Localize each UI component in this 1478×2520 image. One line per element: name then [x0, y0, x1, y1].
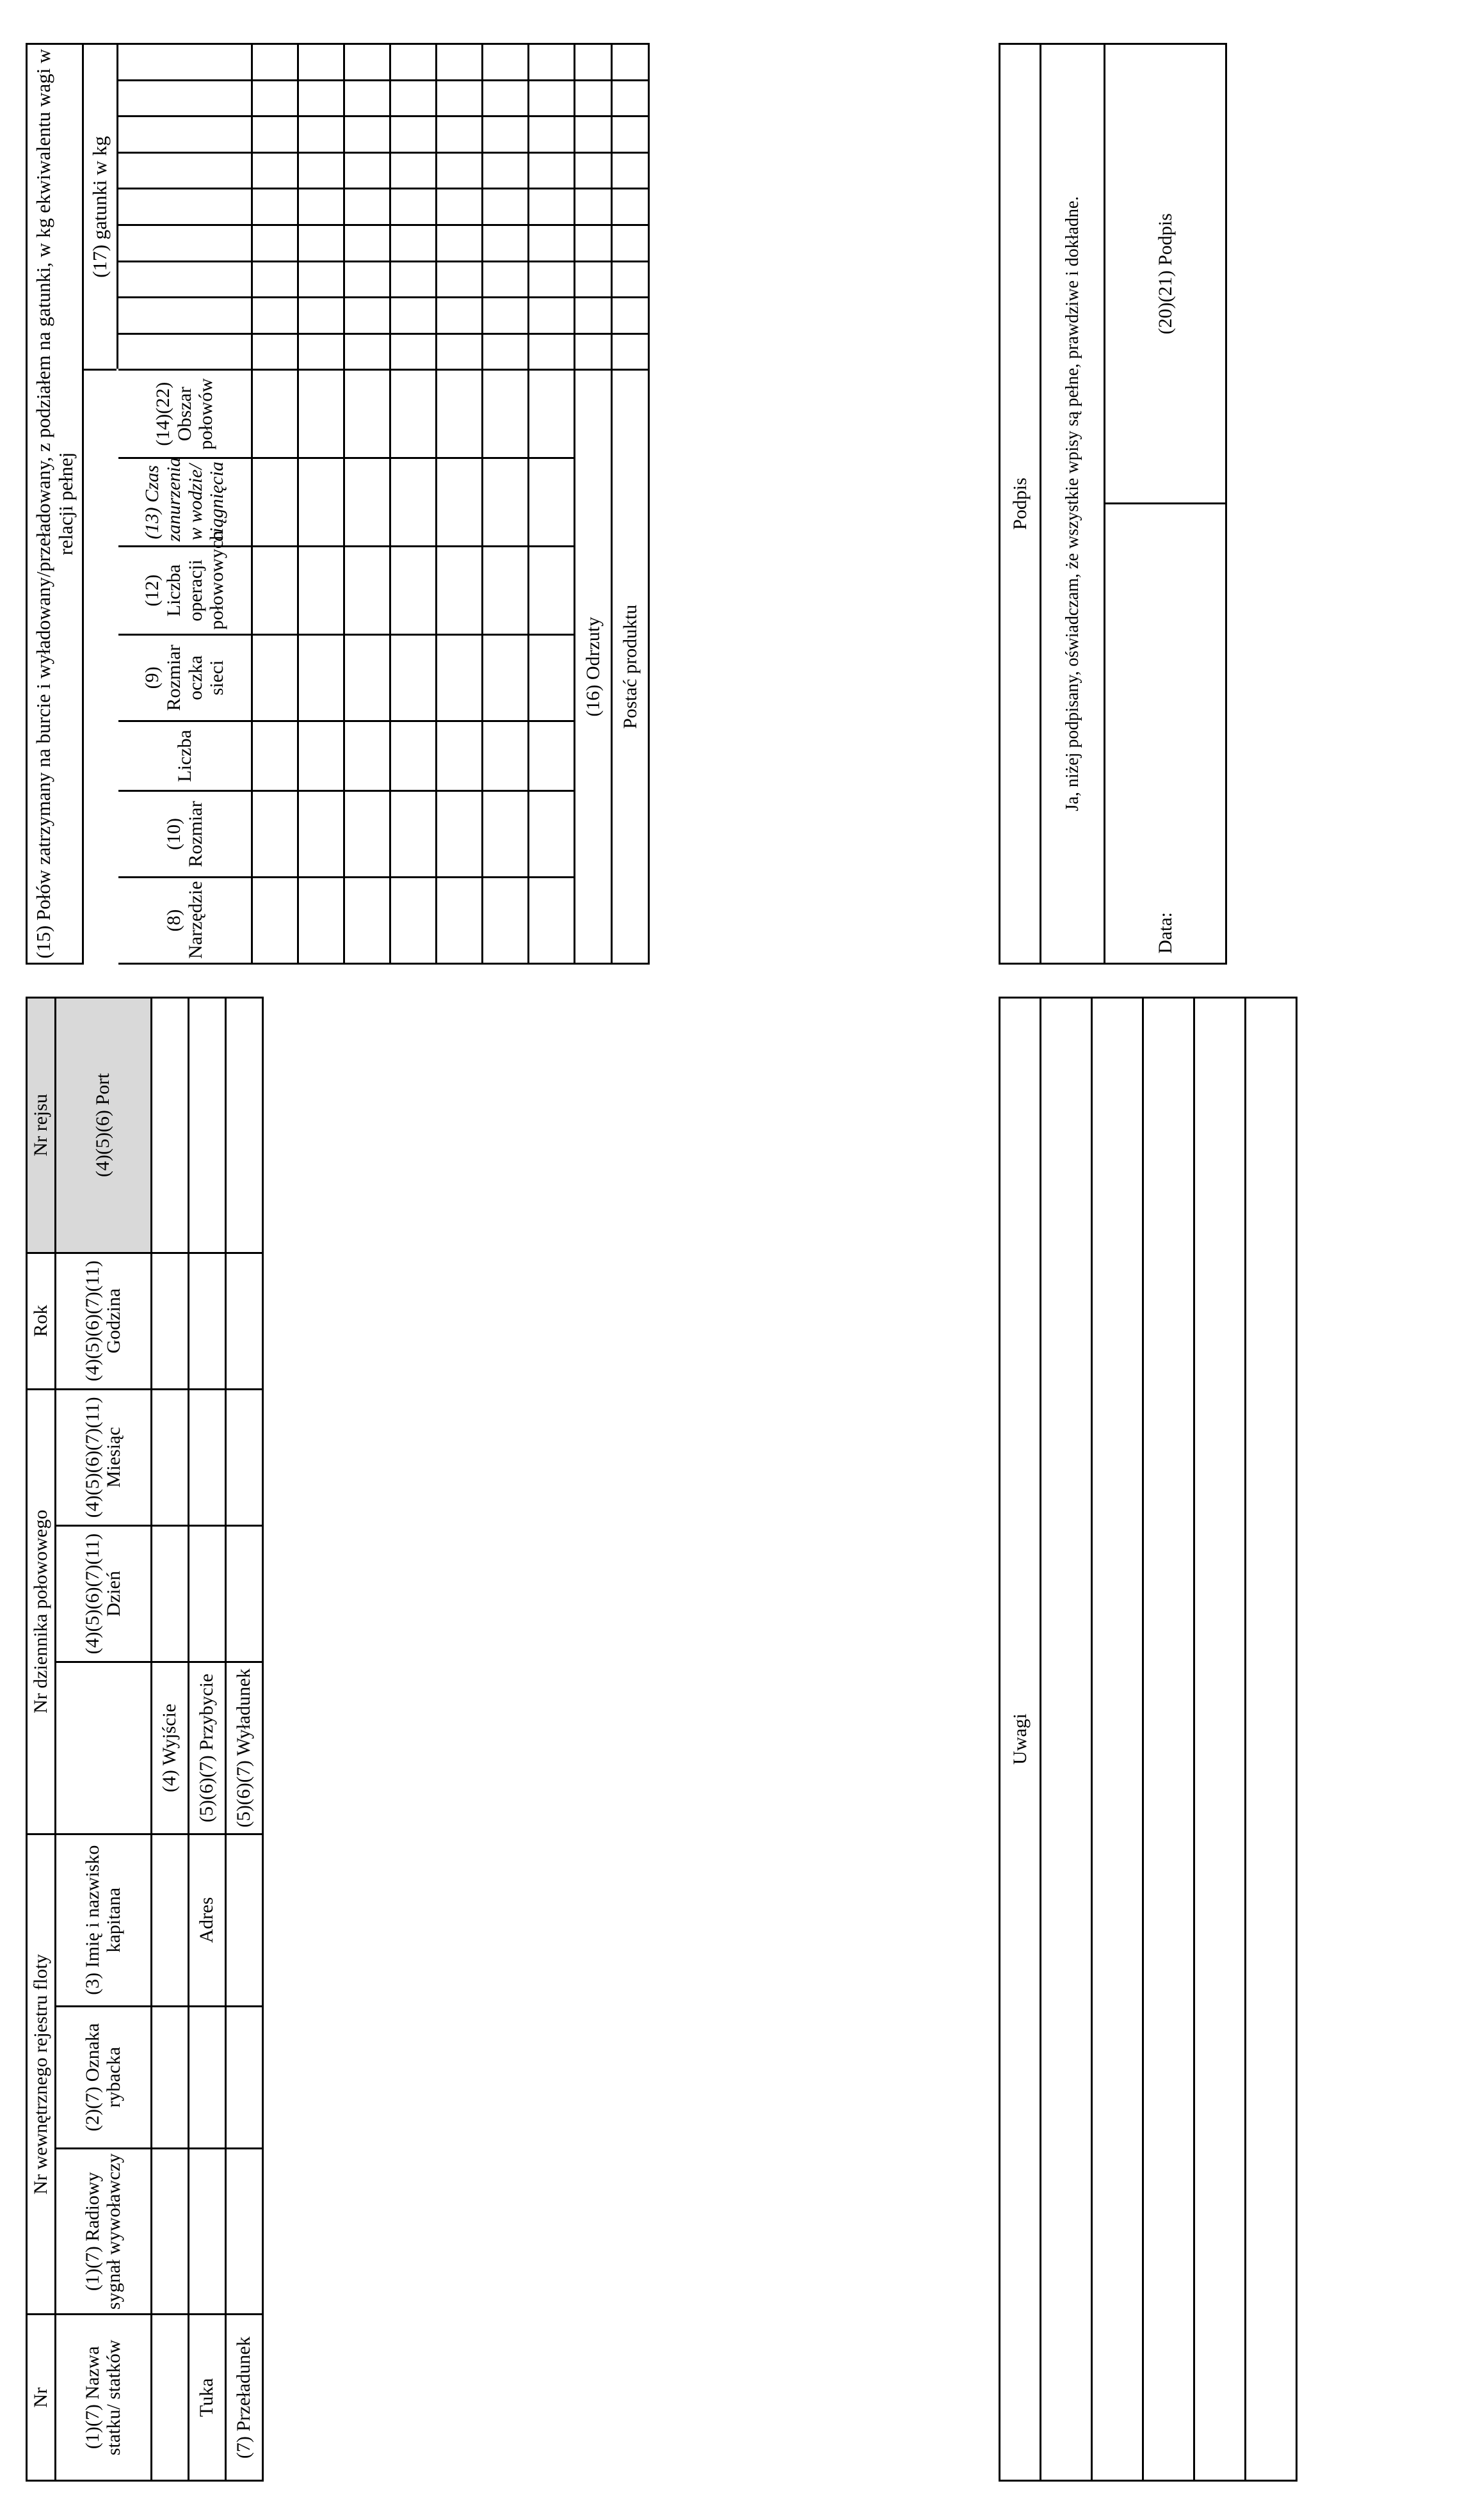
- catch-cell-species[interactable]: [483, 80, 529, 116]
- cell-departure-month[interactable]: [151, 1389, 188, 1525]
- cell-transhipment-value-2[interactable]: [225, 2006, 262, 2148]
- cell-radio-call-sign-value[interactable]: [151, 2149, 188, 2315]
- cell-transhipment-value-3[interactable]: [225, 1834, 262, 2006]
- catch-cell-species[interactable]: [344, 333, 390, 370]
- catch-cell-fixed[interactable]: [437, 634, 483, 721]
- catch-cell-fixed[interactable]: [437, 458, 483, 547]
- col-size: (10) Rozmiar: [118, 791, 252, 878]
- catch-cell-species[interactable]: [298, 298, 344, 334]
- table-row-remarks-header: [1000, 998, 1041, 2481]
- table-row-arrival: [188, 998, 225, 2481]
- label-tuka: Tuka: [188, 2315, 225, 2481]
- discards-5[interactable]: [575, 189, 612, 225]
- catch-cell-fixed[interactable]: [390, 791, 437, 878]
- cell-landing-month[interactable]: [225, 1389, 262, 1525]
- catch-cell-species[interactable]: [344, 225, 390, 262]
- table-row-declaration: [1041, 44, 1105, 964]
- catch-cell-species[interactable]: [437, 298, 483, 334]
- col-fishing-mark: (2)(7) Oznaka rybacka: [55, 2006, 151, 2148]
- signature-table: [999, 43, 1227, 965]
- catch-cell-fixed[interactable]: [390, 721, 437, 791]
- catch-cell-fixed[interactable]: [483, 370, 529, 458]
- label-landing: (5)(6)(7) Wyładunek: [225, 1662, 262, 1834]
- catch-cell-fixed[interactable]: [529, 547, 575, 635]
- discards-9[interactable]: [575, 44, 612, 81]
- catch-cell-fixed[interactable]: [252, 547, 298, 635]
- catch-cell-species[interactable]: [298, 189, 344, 225]
- catch-cell-fixed[interactable]: [437, 791, 483, 878]
- header-fleet-register: Nr wewnętrznego rejestru floty: [27, 1834, 56, 2315]
- catch-cell-species[interactable]: [483, 261, 529, 298]
- signature-header: Podpis: [1000, 44, 1041, 964]
- col-captain-name: (3) Imię i nazwisko kapitana: [55, 1834, 151, 2006]
- catch-cell-fixed[interactable]: [529, 791, 575, 878]
- catch-cell-fixed[interactable]: [390, 370, 437, 458]
- catch-cell-species[interactable]: [344, 44, 390, 81]
- cell-arrival-port[interactable]: [188, 998, 225, 1253]
- catch-cell-species[interactable]: [437, 333, 483, 370]
- product-form-3[interactable]: [612, 261, 649, 298]
- catch-cell-species[interactable]: [344, 189, 390, 225]
- col-vessel-name: (1)(7) Nazwa statku/ statków: [55, 2315, 151, 2481]
- table-row-discards: [575, 44, 612, 964]
- cell-landing-port[interactable]: [225, 998, 262, 1253]
- catch-cell-species[interactable]: [252, 261, 298, 298]
- catch-cell-fixed[interactable]: [298, 721, 344, 791]
- catch-cell-species[interactable]: [252, 225, 298, 262]
- catch-cell-species[interactable]: [437, 189, 483, 225]
- catch-cell-species[interactable]: [252, 116, 298, 153]
- product-form-2[interactable]: [612, 298, 649, 334]
- cell-tuka-value-2[interactable]: [188, 2006, 225, 2148]
- catch-cell-species[interactable]: [483, 298, 529, 334]
- cell-departure-day[interactable]: [151, 1525, 188, 1662]
- catch-cell-fixed[interactable]: [437, 547, 483, 635]
- cell-departure-hour[interactable]: [151, 1253, 188, 1389]
- catch-cell-species[interactable]: [390, 333, 437, 370]
- col-number: Liczba: [118, 721, 252, 791]
- catch-cell-fixed[interactable]: [252, 878, 298, 964]
- catch-cell-species[interactable]: [529, 116, 575, 153]
- catch-cell-fixed[interactable]: [252, 634, 298, 721]
- species-col-4[interactable]: [118, 225, 252, 262]
- catch-cell-species[interactable]: [298, 261, 344, 298]
- catch-cell-species[interactable]: [344, 80, 390, 116]
- catch-table: [26, 43, 650, 965]
- product-form-8[interactable]: [612, 80, 649, 116]
- catch-cell-fixed[interactable]: [298, 458, 344, 547]
- table-row-column-headers: [55, 998, 151, 2481]
- table-row-remarks-line-5: [1246, 998, 1297, 2481]
- catch-cell-species[interactable]: [344, 298, 390, 334]
- catch-cell-species[interactable]: [344, 116, 390, 153]
- species-col-5[interactable]: [118, 189, 252, 225]
- table-row: [390, 44, 437, 964]
- table-row: [344, 44, 390, 964]
- catch-cell-species[interactable]: [390, 152, 437, 189]
- catch-cell-species[interactable]: [298, 152, 344, 189]
- table-row: [252, 44, 298, 964]
- discards-8[interactable]: [575, 80, 612, 116]
- catch-cell-fixed[interactable]: [529, 878, 575, 964]
- catch-cell-species[interactable]: [437, 152, 483, 189]
- catch-cell-fixed[interactable]: [344, 458, 390, 547]
- table-row: [529, 44, 575, 964]
- catch-cell-fixed[interactable]: [252, 791, 298, 878]
- species-header: (17) gatunki w kg: [83, 44, 118, 370]
- table-row-remarks-line-3: [1143, 998, 1194, 2481]
- vessel-header-block: [26, 997, 264, 2482]
- product-form-6[interactable]: [612, 152, 649, 189]
- table-row-product-form: [612, 44, 649, 964]
- col-event-label-blank: [55, 1662, 151, 1834]
- remarks-table: [999, 997, 1297, 2482]
- catch-cell-species[interactable]: [529, 225, 575, 262]
- col-fishing-area: (14)(22) Obszar połowów: [118, 370, 252, 458]
- catch-cell-species[interactable]: [344, 261, 390, 298]
- catch-cell-fixed[interactable]: [252, 721, 298, 791]
- label-departure: (4) Wyjście: [151, 1662, 188, 1834]
- catch-cell-fixed[interactable]: [298, 370, 344, 458]
- catch-cell-fixed[interactable]: [437, 370, 483, 458]
- catch-cell-fixed[interactable]: [529, 721, 575, 791]
- header-year: Rok: [27, 1253, 56, 1389]
- catch-title: (15) Połów zatrzymany na burcie i wyładowany/przeładowany, z podziałem na gatunki, w kg ekwiwalentu wagi w relacji pełnej: [27, 44, 83, 964]
- catch-cell-species[interactable]: [390, 80, 437, 116]
- signature-block: [999, 43, 1227, 965]
- product-form-9[interactable]: [612, 44, 649, 81]
- table-row-remarks-line-4: [1194, 998, 1246, 2481]
- catch-cell-species[interactable]: [437, 261, 483, 298]
- catch-cell-fixed[interactable]: [483, 547, 529, 635]
- catch-cell-fixed[interactable]: [483, 878, 529, 964]
- catch-cell-species[interactable]: [529, 333, 575, 370]
- catch-cell-species[interactable]: [529, 44, 575, 81]
- cell-landing-hour[interactable]: [225, 1253, 262, 1389]
- catch-cell-species[interactable]: [390, 44, 437, 81]
- remarks-block: [999, 997, 1297, 2482]
- col-port: (4)(5)(6) Port: [55, 998, 151, 1253]
- catch-cell-species[interactable]: [483, 116, 529, 153]
- table-row-signature-header: [1000, 44, 1041, 964]
- catch-cell-fixed[interactable]: [344, 791, 390, 878]
- catch-cell-species[interactable]: [252, 152, 298, 189]
- product-form-4[interactable]: [612, 225, 649, 262]
- catch-cell-species[interactable]: [298, 116, 344, 153]
- label-product-form: Postać produktu: [612, 370, 649, 964]
- discards-3[interactable]: [575, 261, 612, 298]
- catch-cell-species[interactable]: [298, 44, 344, 81]
- species-col-3[interactable]: [118, 261, 252, 298]
- catch-cell-fixed[interactable]: [483, 634, 529, 721]
- catch-cell-species[interactable]: [437, 225, 483, 262]
- table-row-catch-columns: [118, 44, 252, 964]
- species-col-2[interactable]: [118, 298, 252, 334]
- label-discards: (16) Odrzuty: [575, 370, 612, 964]
- catch-cell-fixed[interactable]: [483, 791, 529, 878]
- catch-cell-species[interactable]: [390, 261, 437, 298]
- remarks-line-2[interactable]: [1092, 998, 1143, 2481]
- catch-cell-species[interactable]: [252, 333, 298, 370]
- header-nr: Nr: [27, 2315, 56, 2481]
- catch-cell-fixed[interactable]: [390, 878, 437, 964]
- catch-cell-fixed[interactable]: [390, 634, 437, 721]
- cell-arrival-day[interactable]: [188, 1525, 225, 1662]
- table-row-departure: [151, 998, 188, 2481]
- catch-cell-species[interactable]: [390, 225, 437, 262]
- col-gear: (8) Narzędzie: [118, 878, 252, 964]
- remarks-line-5[interactable]: [1246, 998, 1297, 2481]
- species-col-9[interactable]: [118, 44, 252, 81]
- table-row-landing: [225, 998, 262, 2481]
- col-soak-time: (13) Czas zanurzenia w wodzie/ ciągnięcia: [118, 458, 252, 547]
- catch-cell-fixed[interactable]: [252, 458, 298, 547]
- catch-cell-species[interactable]: [437, 80, 483, 116]
- cell-vessel-name-value[interactable]: [151, 2315, 188, 2481]
- table-row: [437, 44, 483, 964]
- table-row-group-headers: [27, 998, 56, 2481]
- catch-cell-species[interactable]: [390, 116, 437, 153]
- catch-cell-fixed[interactable]: [298, 634, 344, 721]
- catch-cell-species[interactable]: [252, 189, 298, 225]
- catch-cell-fixed[interactable]: [390, 547, 437, 635]
- catch-cell-species[interactable]: [390, 189, 437, 225]
- catch-data-rows: [252, 44, 575, 964]
- catch-cell-fixed[interactable]: [344, 878, 390, 964]
- species-col-6[interactable]: [118, 152, 252, 189]
- label-transhipment: (7) Przeładunek: [225, 2315, 262, 2481]
- catch-cell-species[interactable]: [344, 152, 390, 189]
- col-radio-call-sign: (1)(7) Radiowy sygnał wywoławczy: [55, 2149, 151, 2315]
- table-row-remarks-line-1: [1041, 998, 1092, 2481]
- col-operations-count: (12) Liczba operacji połowowych: [118, 547, 252, 635]
- catch-cell-species[interactable]: [252, 44, 298, 81]
- species-col-7[interactable]: [118, 116, 252, 153]
- cell-transhipment-value-1[interactable]: [225, 2149, 262, 2315]
- signature-label[interactable]: (20)(21) Podpis: [1105, 44, 1226, 504]
- product-form-7[interactable]: [612, 116, 649, 153]
- cell-departure-port[interactable]: [151, 998, 188, 1253]
- table-row: [298, 44, 344, 964]
- discards-1[interactable]: [575, 333, 612, 370]
- catch-cell-fixed[interactable]: [437, 878, 483, 964]
- header-logbook-number: Nr dziennika połowowego: [27, 1389, 56, 1834]
- catch-cell-species[interactable]: [483, 44, 529, 81]
- col-day: (4)(5)(6)(7)(11) Dzień: [55, 1525, 151, 1662]
- catch-cell-fixed[interactable]: [529, 458, 575, 547]
- catch-cell-species[interactable]: [483, 152, 529, 189]
- cell-arrival-month[interactable]: [188, 1389, 225, 1525]
- catch-cell-fixed[interactable]: [344, 721, 390, 791]
- catch-cell-species[interactable]: [252, 298, 298, 334]
- cell-arrival-hour[interactable]: [188, 1253, 225, 1389]
- cell-fishing-mark-value[interactable]: [151, 2006, 188, 2148]
- catch-cell-fixed[interactable]: [298, 878, 344, 964]
- species-col-8[interactable]: [118, 80, 252, 116]
- catch-cell-species[interactable]: [529, 152, 575, 189]
- table-row: [483, 44, 529, 964]
- discards-4[interactable]: [575, 225, 612, 262]
- discards-2[interactable]: [575, 298, 612, 334]
- catch-cell-fixed[interactable]: [344, 370, 390, 458]
- catch-cell-fixed[interactable]: [344, 634, 390, 721]
- col-month: (4)(5)(6)(7)(11) Miesiąc: [55, 1389, 151, 1525]
- signature-declaration: Ja, niżej podpisany, oświadczam, że wszystkie wpisy są pełne, prawdziwe i dokładne.: [1041, 44, 1105, 964]
- col-hour: (4)(5)(6)(7)(11) Godzina: [55, 1253, 151, 1389]
- table-row-signature-fields: [1105, 44, 1226, 964]
- catch-cell-species[interactable]: [390, 298, 437, 334]
- cell-captain-name-value[interactable]: [151, 1834, 188, 2006]
- discards-6[interactable]: [575, 152, 612, 189]
- vessel-header-table: [26, 997, 264, 2482]
- catch-cell-fixed[interactable]: [529, 634, 575, 721]
- catch-cell-fixed[interactable]: [390, 458, 437, 547]
- catch-cell-species[interactable]: [252, 80, 298, 116]
- table-row-catch-title: [27, 44, 83, 964]
- catch-cell-species[interactable]: [483, 189, 529, 225]
- catch-cell-species[interactable]: [483, 333, 529, 370]
- catch-cell-fixed[interactable]: [344, 547, 390, 635]
- catch-cell-species[interactable]: [298, 333, 344, 370]
- catch-cell-species[interactable]: [483, 225, 529, 262]
- product-form-1[interactable]: [612, 333, 649, 370]
- catch-cell-species[interactable]: [437, 44, 483, 81]
- catch-block: [26, 43, 650, 965]
- product-form-5[interactable]: [612, 189, 649, 225]
- catch-cell-species[interactable]: [529, 261, 575, 298]
- table-row-remarks-line-2: [1092, 998, 1143, 2481]
- discards-7[interactable]: [575, 116, 612, 153]
- catch-cell-species[interactable]: [298, 225, 344, 262]
- remarks-header: Uwagi: [1000, 998, 1041, 2481]
- catch-cell-fixed[interactable]: [483, 458, 529, 547]
- remarks-line-4[interactable]: [1194, 998, 1246, 2481]
- remarks-line-3[interactable]: [1143, 998, 1194, 2481]
- label-address: Adres: [188, 1834, 225, 2006]
- catch-cell-species[interactable]: [437, 116, 483, 153]
- catch-cell-fixed[interactable]: [252, 370, 298, 458]
- table-row-species-header: [83, 44, 118, 964]
- col-mesh-size: (9) Rozmiar oczka sieci: [118, 634, 252, 721]
- catch-cell-fixed[interactable]: [437, 721, 483, 791]
- catch-cell-species[interactable]: [529, 189, 575, 225]
- cell-tuka-value-1[interactable]: [188, 2149, 225, 2315]
- catch-cell-fixed[interactable]: [298, 791, 344, 878]
- header-trip-number: Nr rejsu: [27, 998, 56, 1253]
- remarks-line-1[interactable]: [1041, 998, 1092, 2481]
- catch-cell-fixed[interactable]: [529, 370, 575, 458]
- catch-header-spacer: [83, 370, 118, 964]
- date-label[interactable]: Data:: [1105, 504, 1226, 964]
- catch-cell-species[interactable]: [298, 80, 344, 116]
- cell-landing-day[interactable]: [225, 1525, 262, 1662]
- catch-cell-species[interactable]: [529, 298, 575, 334]
- catch-cell-species[interactable]: [529, 80, 575, 116]
- species-col-1[interactable]: [118, 333, 252, 370]
- catch-cell-fixed[interactable]: [298, 547, 344, 635]
- catch-cell-fixed[interactable]: [483, 721, 529, 791]
- label-arrival: (5)(6)(7) Przybycie: [188, 1662, 225, 1834]
